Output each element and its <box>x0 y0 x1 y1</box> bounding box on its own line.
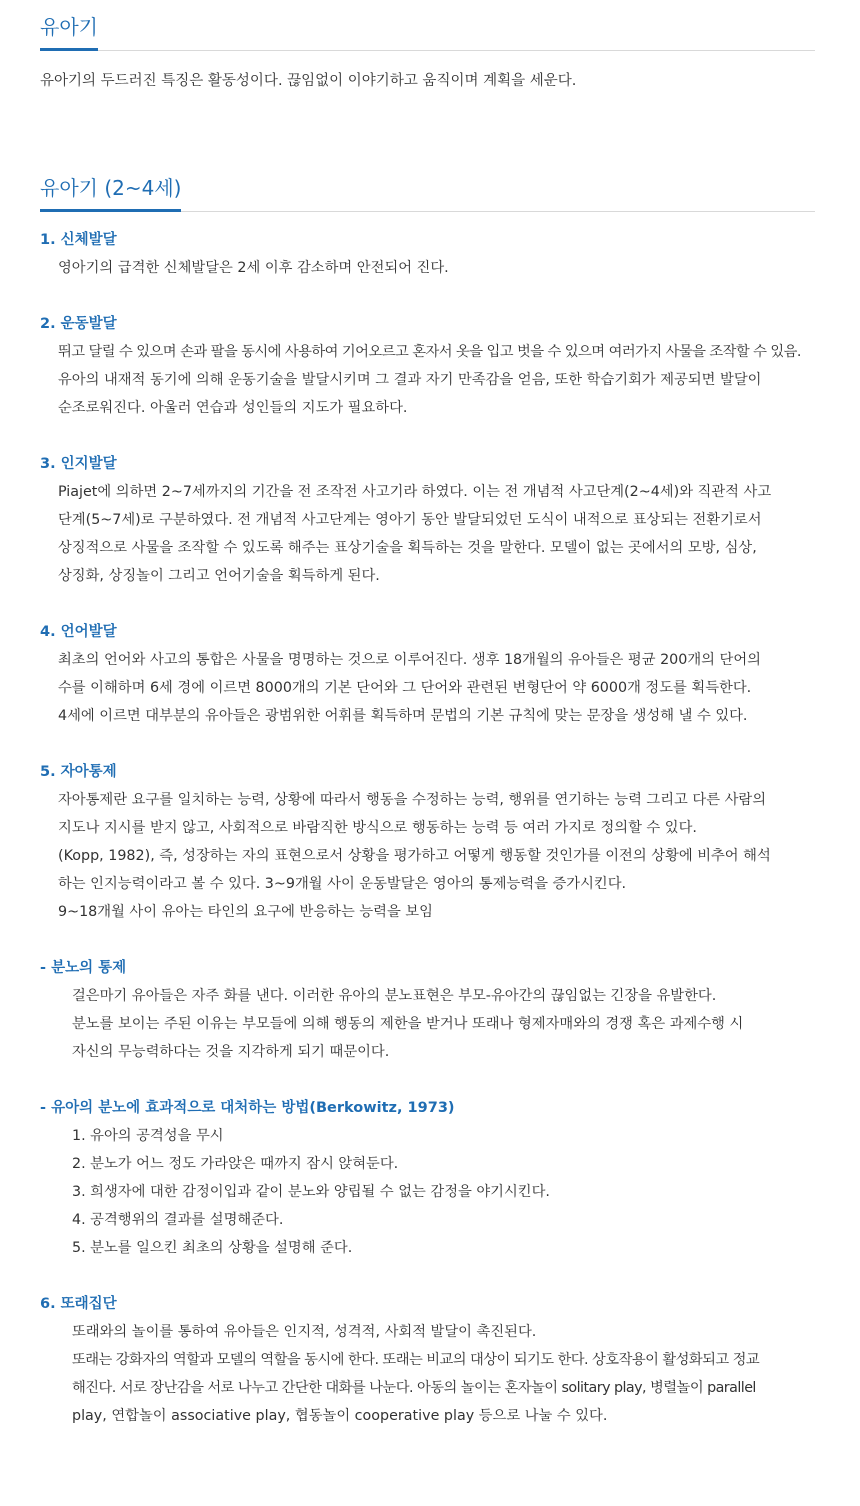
body-line: 뛰고 달릴 수 있으며 손과 팔을 동시에 사용하여 기어오르고 혼자서 옷을 입고 벗을 수 있으며 여러가지 사물을 조작할 수 있음. <box>58 344 801 360</box>
body-line: 최초의 언어와 사고의 통합은 사물을 명명하는 것으로 이루어진다. 생후 18개월의 유아들은 평균 200개의 단어의 <box>58 652 761 668</box>
list-item: 5. 분노를 일으킨 최초의 상황을 설명해 준다. <box>72 1240 353 1256</box>
body-line: 4세에 이르면 대부분의 유아들은 광범위한 어휘를 획득하며 문법의 기본 규칙에 맞는 문장을 생성해 낼 수 있다. <box>58 708 748 724</box>
item-body-anger-coping <box>72 1122 550 1262</box>
item-heading-peer-group: 6. 또래집단 <box>40 1296 117 1312</box>
body-line: 자신의 무능력하다는 것을 지각하게 되기 때문이다. <box>72 1044 390 1060</box>
section-title-text: 유아기 <box>40 14 98 51</box>
list-item: 2. 분노가 어느 정도 가라앉은 때까지 잠시 앉혀둔다. <box>72 1156 399 1172</box>
body-line: 분노를 보이는 주된 이유는 부모들에 의해 행동의 제한을 받거나 또래나 형제자매와의 경쟁 혹은 과제수행 시 <box>72 1016 744 1032</box>
item-body-anger-control <box>72 982 743 1066</box>
body-line: 또래와의 놀이를 통하여 유아들은 인지적, 성격적, 사회적 발달이 촉진된다. <box>72 1324 537 1340</box>
item-body-language <box>58 646 761 730</box>
item-body-peer-group <box>72 1318 759 1430</box>
body-line: 또래는 강화자의 역할과 모델의 역할을 동시에 한다. 또래는 비교의 대상이 되기도 한다. 상호작용이 활성화되고 정교 <box>72 1352 760 1368</box>
body-line: play, 연합놀이 associative play, 협동놀이 cooperative play 등으로 나눌 수 있다. <box>72 1408 608 1424</box>
item-body-motor <box>58 338 801 422</box>
item-body-self-control <box>58 786 771 926</box>
item-heading-cognitive: 3. 인지발달 <box>40 456 117 472</box>
body-line: 걸은마기 유아들은 자주 화를 낸다. 이러한 유아의 분노표현은 부모-유아간의 끊임없는 긴장을 유발한다. <box>72 988 717 1004</box>
body-line: 9~18개월 사이 유아는 타인의 요구에 반응하는 능력을 보임 <box>58 904 433 920</box>
body-line: 상징적으로 사물을 조작할 수 있도록 해주는 표상기술을 획득하는 것을 말한다. 모델이 없는 곳에서의 모방, 심상, <box>58 540 757 556</box>
body-line: Piajet에 의하면 2~7세까지의 기간을 전 조작전 사고기라 하였다. 이는 전 개념적 사고단계(2~4세)와 직관적 사고 <box>58 484 772 500</box>
list-item: 1. 유아의 공격성을 무시 <box>72 1128 224 1144</box>
item-heading-physical: 1. 신체발달 <box>40 232 117 248</box>
body-line: 지도나 지시를 받지 않고, 사회적으로 바람직한 방식으로 행동하는 능력 등 여러 가지로 정의할 수 있다. <box>58 820 697 836</box>
body-line: (Kopp, 1982), 즉, 성장하는 자의 표현으로서 상황을 평가하고 어떻게 행동할 것인가를 이전의 상황에 비추어 해석 <box>58 848 771 864</box>
body-line: 하는 인지능력이라고 볼 수 있다. 3~9개월 사이 운동발달은 영아의 통제능력을 증가시킨다. <box>58 876 627 892</box>
section-title-text: 유아기 (2~4세) <box>40 175 181 212</box>
body-line: 단계(5~7세)로 구분하였다. 전 개념적 사고단계는 영아기 동안 발달되었던 도식이 내적으로 표상되는 전환기로서 <box>58 512 762 528</box>
section-intro: 유아기의 두드러진 특징은 활동성이다. 끊임없이 이야기하고 움직이며 계획을 세운다. <box>40 73 577 89</box>
body-line: 상징화, 상징놀이 그리고 언어기술을 획득하게 된다. <box>58 568 380 584</box>
item-body-physical <box>58 254 449 282</box>
body-line: 수를 이해하며 6세 경에 이르면 8000개의 기본 단어와 그 단어와 관련된 변형단어 약 6000개 정도를 획득한다. <box>58 680 752 696</box>
section-title-infancy <box>40 2 815 51</box>
section-title-toddler <box>40 163 815 212</box>
body-line: 순조로워진다. 아울러 연습과 성인들의 지도가 필요하다. <box>58 400 408 416</box>
body-line: 유아의 내재적 동기에 의해 운동기술을 발달시키며 그 결과 자기 만족감을 얻음, 또한 학습기회가 제공되면 발달이 <box>58 372 762 388</box>
item-heading-language: 4. 언어발달 <box>40 624 117 640</box>
item-heading-self-control: 5. 자아통제 <box>40 764 117 780</box>
item-body-cognitive <box>58 478 771 590</box>
item-heading-anger-coping: - 유아의 분노에 효과적으로 대처하는 방법(Berkowitz, 1973) <box>40 1100 455 1116</box>
body-line: 자아통제란 요구를 일치하는 능력, 상황에 따라서 행동을 수정하는 능력, 행위를 연기하는 능력 그리고 다른 사람의 <box>58 792 767 808</box>
item-heading-motor: 2. 운동발달 <box>40 316 117 332</box>
item-heading-anger-control: - 분노의 통제 <box>40 960 127 976</box>
body-line: 영아기의 급격한 신체발달은 2세 이후 감소하며 안전되어 진다. <box>58 260 449 276</box>
body-line: 해진다. 서로 장난감을 서로 나누고 간단한 대화를 나눈다. 아동의 놀이는 혼자놀이 solitary play, 병렬놀이 parallel <box>72 1380 756 1396</box>
list-item: 4. 공격행위의 결과를 설명해준다. <box>72 1212 284 1228</box>
list-item: 3. 희생자에 대한 감정이입과 같이 분노와 양립될 수 없는 감정을 야기시킨다. <box>72 1184 550 1200</box>
